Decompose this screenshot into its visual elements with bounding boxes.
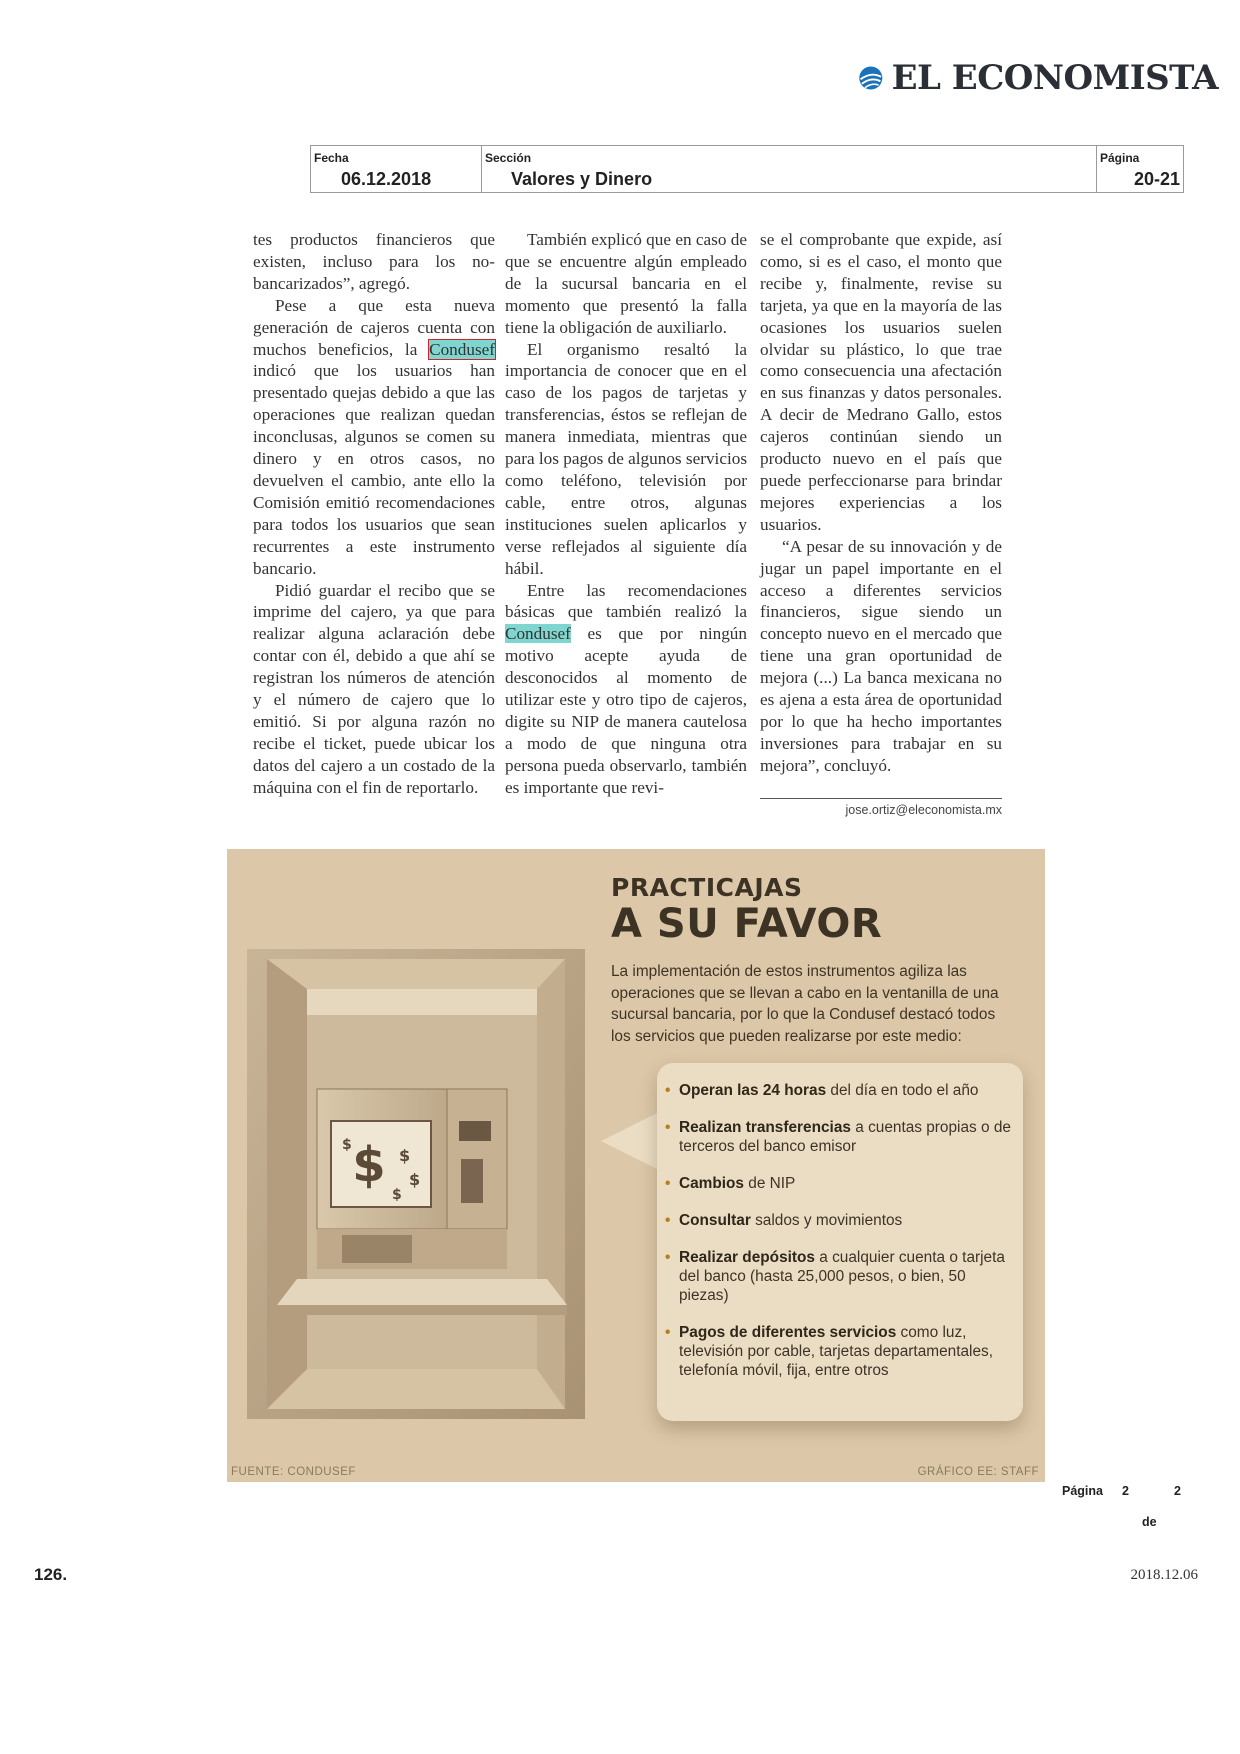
paragraph [253, 295, 495, 580]
paragraph [505, 580, 747, 799]
paragraph: tes productos financieros que existen, incluso para los no-bancarizados”, agregó. [253, 230, 495, 293]
pagina-footer-label: Página [1062, 1484, 1103, 1498]
paragraph: se el comprobante que expide, así como, si es el caso, el monto que recibe y, finalmente, revise su tarjeta, ya que en la mayoría de las ocasiones los usuarios suelen olvidar su plástico, lo que trae como consecuencia una afectación en sus finanzas y datos personales. A decir de Medrano Gallo, estos cajeros continúan siendo un producto nuevo en el país que puede perfeccionarse para brindar mejores experiencias a los usuarios. [760, 230, 1002, 534]
seccion-label: Sección [485, 151, 532, 165]
article-column-1 [253, 229, 495, 799]
de-label: de [1142, 1515, 1157, 1529]
list-item: • Operan las 24 horas del día en todo el año [665, 1081, 1015, 1100]
infographic-credit: GRÁFICO EE: STAFF [917, 1466, 1039, 1478]
atm-illustration-icon [247, 949, 585, 1419]
brand-name: EL ECONOMISTA [891, 58, 1218, 98]
fecha-cell [311, 146, 482, 192]
list-item: • Cambios de NIP [665, 1174, 1015, 1193]
text-run: indicó que los usuarios han presentado quejas debido a que las operaciones que realizan quedan inconclusas, algunos se comen su dinero y en otros casos, no devuelven el cambio, ante ello la Comisión emitió recomendaciones para todos los usuarios que sean recurrentes a este instrumento bancario. [253, 361, 495, 578]
paragraph: También explicó que en caso de que se encuentre algún empleado de la sucursal bancaria en el momento que presentó la falla tiene la obligación de auxiliarlo. [505, 230, 747, 337]
globe-swirl-icon [858, 58, 884, 98]
svg-text:$: $ [342, 1137, 352, 1153]
page-number: 126. [34, 1565, 68, 1584]
svg-text:$: $ [399, 1146, 411, 1165]
paragraph: El organismo resaltó la importancia de conocer que en el caso de los pagos de tarjetas y transferencias, éstos se reflejan de manera inmediata, mientras que para los pagos de algunos servicios como teléfono, televisión por cable, entre otros, algunas instituciones suelen aplicarlos y verse reflejados al siguiente día hábil. [505, 339, 748, 578]
pagina-label: Página [1100, 151, 1140, 165]
infographic [227, 849, 1045, 1482]
text-run: es que por ningún motivo acepte ayuda de desconocidos al momento de utilizar este y otro tipo de cajeros, digite su NIP de manera cautelosa a modo de que ninguna otra persona pueda observarlo, también es importante que revi- [505, 624, 747, 797]
seccion-value: Valores y Dinero [511, 169, 653, 189]
title-line-2: A SU FAVOR [611, 901, 883, 947]
pagina-value: 20-21 [1133, 169, 1180, 189]
infographic-intro: La implementación de estos instrumentos agiliza las operaciones que se llevan a cabo en la ventanilla de una sucursal bancaria, por lo que la Condusef destacó todos los servicios que pueden realizarse por este medio: [611, 963, 999, 1045]
article-column-2 [505, 229, 747, 799]
list-item: • Pagos de diferentes servicios como luz, televisión por cable, tarjetas departamentales, telefonía móvil, fija, entre otros [665, 1323, 1015, 1380]
highlighted-term: Condusef [505, 624, 571, 644]
list-item: • Realizar depósitos a cualquier cuenta o tarjeta del banco (hasta 25,000 pesos, o bien, 50 piezas) [665, 1248, 1015, 1305]
fecha-value: 06.12.2018 [341, 169, 432, 189]
svg-text:$: $ [352, 1137, 386, 1193]
infographic-source: FUENTE: CONDUSEF [231, 1466, 356, 1478]
speech-bubble-tail [601, 1111, 661, 1171]
fecha-label: Fecha [314, 151, 349, 165]
page-total: 2 [1174, 1484, 1181, 1498]
metadata-table [310, 145, 1184, 193]
svg-text:$: $ [409, 1170, 421, 1189]
page-current: 2 [1122, 1484, 1129, 1498]
text-run: Pese a que esta nueva generación de cajeros cuenta con muchos beneficios, la [253, 295, 495, 359]
pagina-cell [1097, 146, 1183, 192]
list-item: • Consultar saldos y movimientos [665, 1211, 1015, 1230]
article-column-3 [760, 229, 1002, 777]
title-line-1: PRACTICAJAS [611, 873, 803, 902]
paragraph: “A pesar de su innovación y de jugar un papel importante en el acceso a diferentes servicios financieros, sigue siendo un concepto nuevo en el mercado que tiene una gran oportunidad de mejora (...) La banca mexicana no es ajena a esta área de oportunidad por lo que ha hecho importantes inversiones para trabajar en su mejora”, concluyó. [760, 536, 1002, 775]
author-email: jose.ortiz@eleconomista.mx [760, 798, 1002, 817]
list-item: • Realizan transferencias a cuentas propias o de terceros del banco emisor [665, 1118, 1015, 1156]
svg-text:$: $ [392, 1187, 402, 1203]
services-list [665, 1081, 1015, 1398]
masthead-logo [858, 56, 1218, 100]
footer-date: 2018.12.06 [1130, 1567, 1198, 1583]
infographic-title [611, 873, 883, 947]
seccion-cell [482, 146, 1097, 192]
paragraph: Pidió guardar el recibo que se imprime del cajero, ya que para realizar alguna aclaración debe contar con él, debido a que ahí se registran los números de atención y el número de cajero que lo emitió. Si por alguna razón no recibe el ticket, puede ubicar los datos del cajero a un costado de la máquina con el fin de reportarlo. [253, 580, 495, 797]
text-run: Entre las recomendaciones básicas que también realizó la [505, 580, 747, 622]
highlighted-term: Condusef [429, 339, 495, 359]
page-counter [1062, 1484, 1181, 1529]
